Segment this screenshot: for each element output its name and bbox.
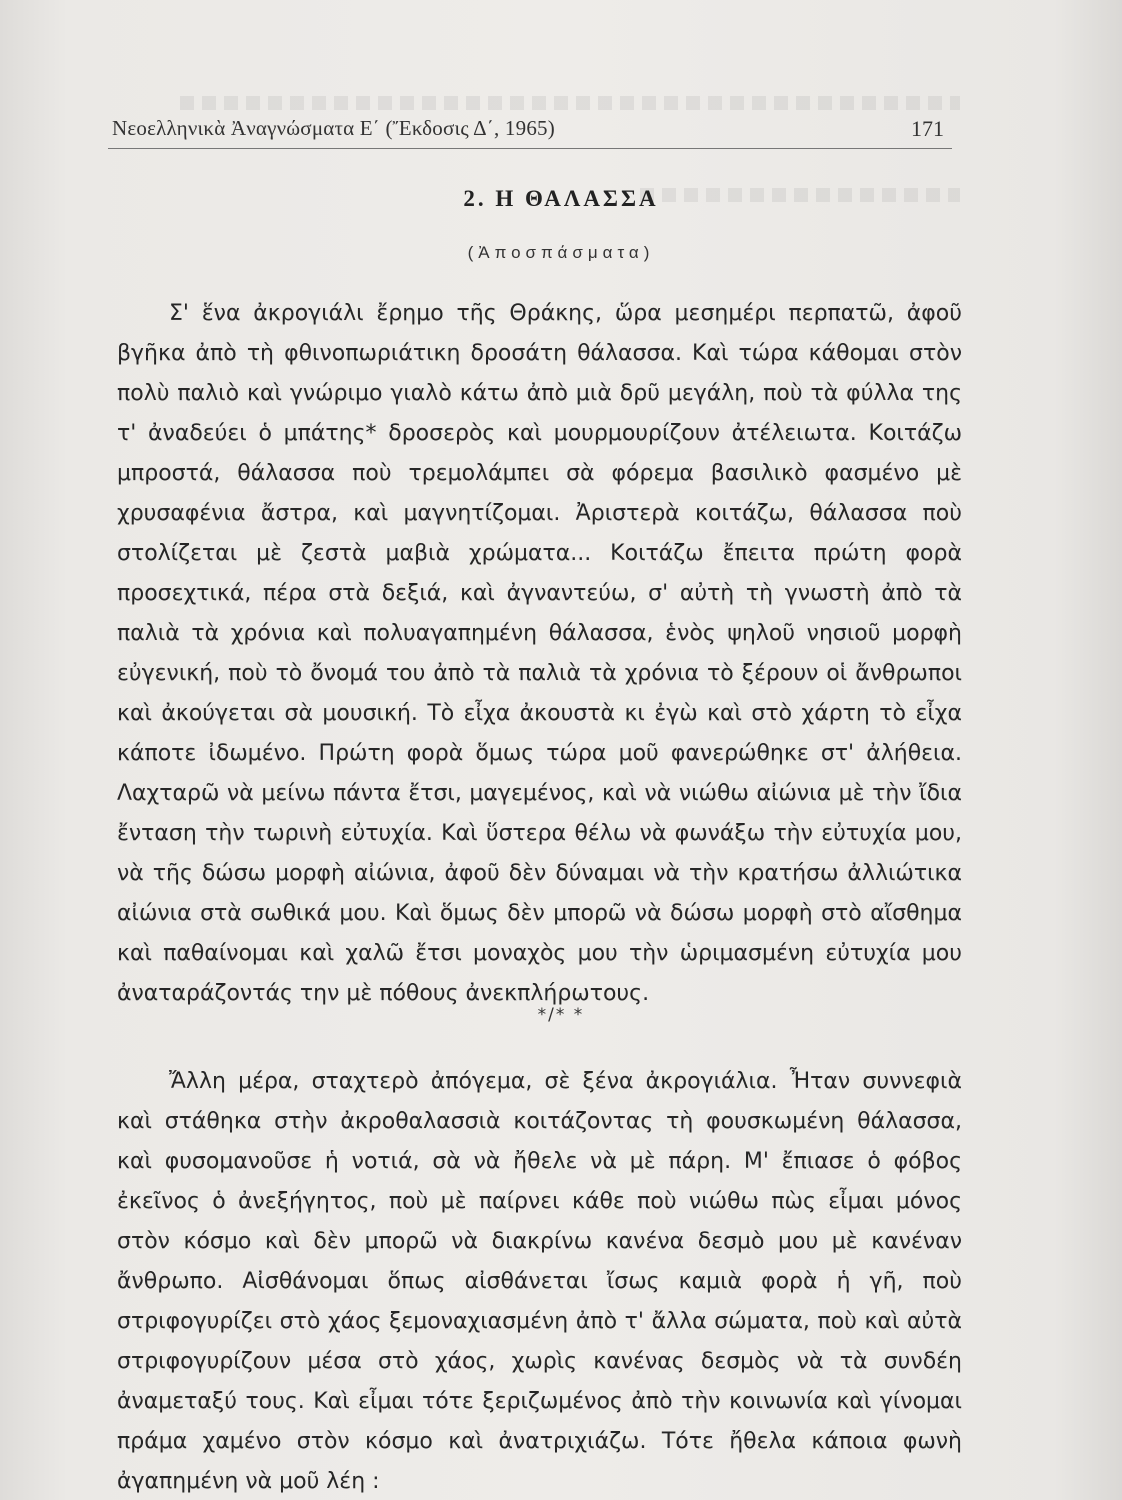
running-header <box>112 116 952 148</box>
header-rule <box>108 148 952 149</box>
section-subtitle: (Ἀποσπάσματα) <box>467 243 655 262</box>
section-title: 2. Η ΘΑΛΑΣΣΑ <box>463 186 659 211</box>
page-number: 171 <box>911 116 944 141</box>
paragraph-2: Ἄλλη μέρα, σταχτερὸ ἀπόγεμα, σὲ ξένα ἀκρογιάλια. Ἦταν συννεφιὰ καὶ στάθηκα στὴν ἀκροθαλασσιὰ κοιτάζοντας τὴ φουσκωμένη θάλασσα, καὶ φυσομανοῦσε ἡ νοτιά, σὰ νὰ ἤθελε νὰ μὲ πάρη. Μ' ἔπιασε ὁ φόβος ἐκεῖνος ὁ ἀνεξήγητος, ποὺ μὲ παίρνει κάθε ποὺ νιώθω πὼς εἶμαι μόνος στὸν κόσμο καὶ δὲν μπορῶ νὰ διακρίνω κανένα δεσμὸ μου μὲ κανέναν ἄνθρωπο. Αἰσθάνομαι ὅπως αἰσθάνεται ἴσως καμιὰ φορὰ ἡ γῆ, ποὺ στριφογυρίζει στὸ χάος ξεμοναχιασμένη ἀπὸ τ' ἄλλα σώματα, ποὺ καὶ αὐτὰ στριφογυρίζουν μέσα στὸ χάος, χωρὶς κανένας δεσμὸς νὰ τὰ συνδέη ἀναμεταξύ τους. Καὶ εἶμαι τότε ξεριζωμένος ἀπὸ τὴν κοινωνία καὶ γίνομαι πράμα χαμένο στὸν κόσμο καὶ ἀνατριχιάζω. Τότε ἤθελα κάποια φωνὴ ἀγαπημένη νὰ μοῦ λέη : <box>117 1069 962 1494</box>
running-title: Νεοελληνικὰ Ἀναγνώσματα Ε΄ (Ἔκδοσις Δ΄, 1965) <box>112 116 555 140</box>
show-through-text <box>180 96 960 110</box>
paragraph-1: Σ' ἕνα ἀκρογιάλι ἔρημο τῆς Θράκης, ὥρα μεσημέρι περπατῶ, ἀφοῦ βγῆκα ἀπὸ τὴ φθινοπωριάτικη δροσάτη θάλασσα. Καὶ τώρα κάθομαι στὸν πολὺ παλιὸ καὶ γνώριμο γιαλὸ κάτω ἀπὸ μιὰ δρῦ μεγάλη, ποὺ τὰ φύλλα της τ' ἀναδεύει ὁ μπάτης* δροσερὸς καὶ μουρμουρίζουν ἀτέλειωτα. Κοιτάζω μπροστά, θάλασσα ποὺ τρεμολάμπει σὰ φόρεμα βασιλικὸ φασμένο μὲ χρυσαφένια ἄστρα, καὶ μαγνητίζομαι. Ἀριστερὰ κοιτάζω, θάλασσα ποὺ στολίζεται μὲ ζεστὰ μαβιὰ χρώματα... Κοιτάζω ἔπειτα πρώτη φορὰ προσεχτικά, πέρα στὰ δεξιά, καὶ ἀγναντεύω, σ' αὐτὴ τὴ γνωστὴ ἀπὸ τὰ παλιὰ τὰ χρόνια καὶ πολυαγαπημένη θάλασσα, ἑνὸς ψηλοῦ νησιοῦ μορφὴ εὐγενική, ποὺ τὸ ὄνομά του ἀπὸ τὰ παλιὰ τὰ χρόνια τὸ ξέρουν οἱ ἄνθρωποι καὶ ἀκούγεται σὰ μουσική. Τὸ εἶχα ἀκουστὰ κι ἐγὼ καὶ στὸ χάρτη τὸ εἶχα κάποτε ἰδωμένο. Πρώτη φορὰ ὅμως τώρα μοῦ φανερώθηκε στ' ἀλήθεια. Λαχταρῶ νὰ μείνω πάντα ἔτσι, μαγεμένος, καὶ νὰ νιώθω αἰώνια μὲ τὴν ἴδια ἔνταση τὴν τωρινὴ εὐτυχία. Καὶ ὕστερα θέλω νὰ φωνάξω τὴν εὐτυχία μου, νὰ τῆς δώσω μορφὴ αἰώνια, ἀφοῦ δὲν δύναμαι νὰ τὴν κρατήσω ἀλλιώτικα αἰώνια στὰ σωθικά μου. Καὶ ὅμως δὲν μπορῶ νὰ δώσω μορφὴ στὸ αἴσθημα καὶ παθαίνομαι καὶ χαλῶ ἔτσι μοναχὸς μου τὴν ὡριμασμένη εὐτυχία μου ἀναταράζοντάς την μὲ πόθους ἀνεκπλήρωτους. <box>117 301 962 1006</box>
section-separator: */* * <box>537 1005 585 1025</box>
